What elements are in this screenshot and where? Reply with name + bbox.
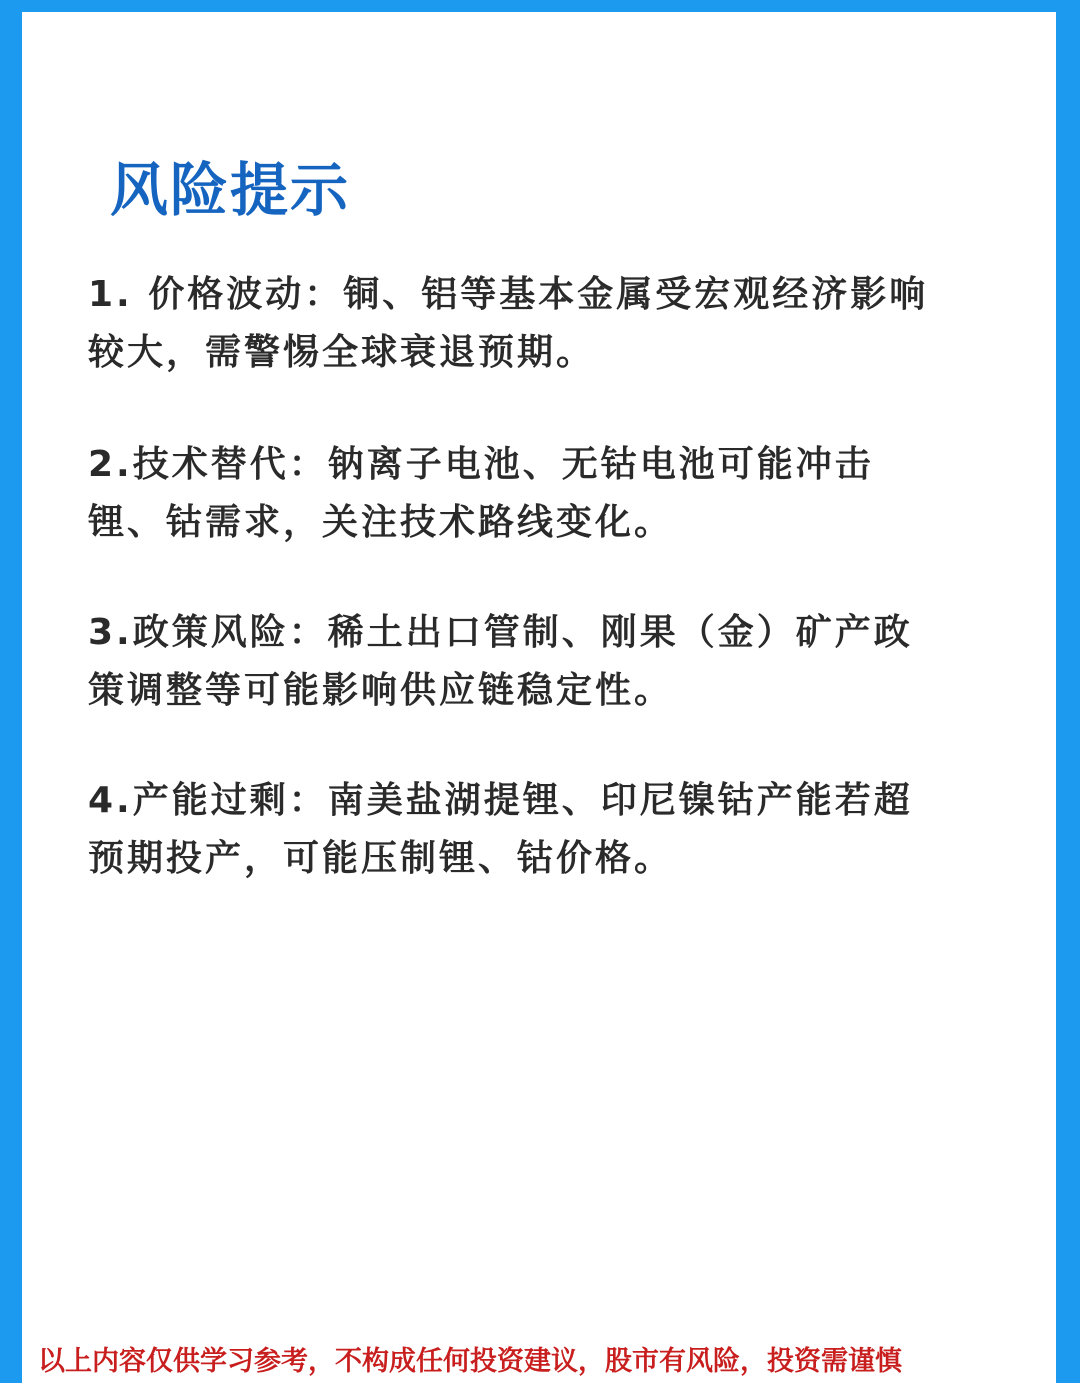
risk-item-tech-substitution: 2.技术替代：钠离子电池、无钴电池可能冲击锂、钴需求，关注技术路线变化。 <box>88 444 874 543</box>
risk-item-price-volatility: 1. 价格波动：铜、铝等基本金属受宏观经济影响较大，需警惕全球衰退预期。 <box>88 274 929 373</box>
risk-item-policy: 3.政策风险：稀土出口管制、刚果（金）矿产政策调整等可能影响供应链稳定性。 <box>88 612 913 711</box>
risk-item-overcapacity: 4.产能过剩：南美盐湖提锂、印尼镍钴产能若超预期投产，可能压制锂、钴价格。 <box>88 780 913 879</box>
page-title: 风险提示 <box>110 156 351 224</box>
disclaimer-text: 以上内容仅供学习参考，不构成任何投资建议，股市有风险，投资需谨慎 <box>38 1346 902 1377</box>
